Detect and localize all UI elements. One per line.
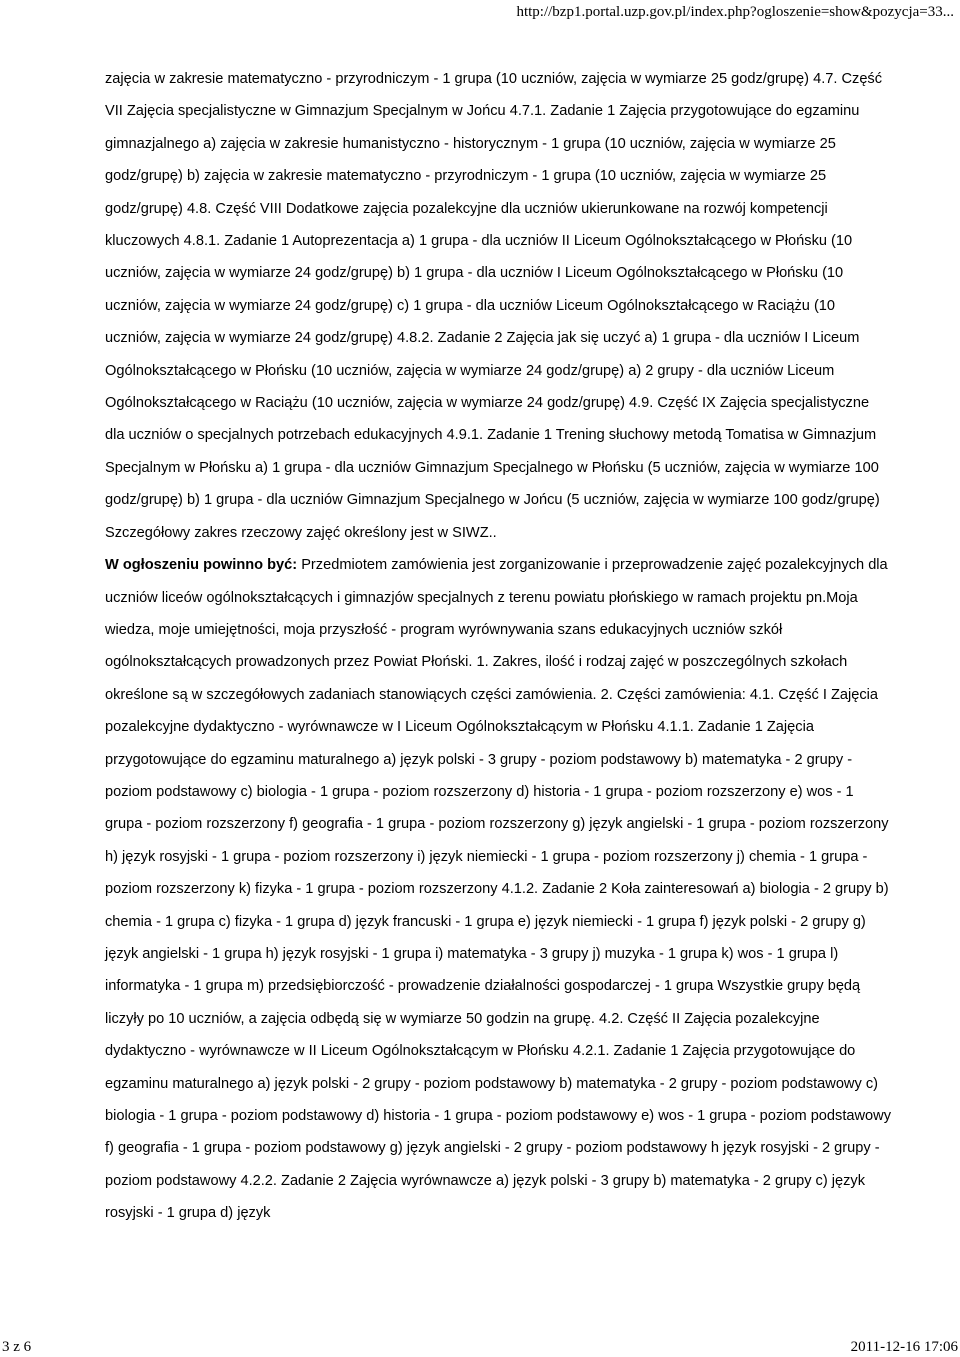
announcement-text: Przedmiotem zamówienia jest zorganizowanie i przeprowadzenie zajęć pozalekcyjnych dla uczniów liceów ogólnokształcących i gimnazjów specjalnych z terenu powiatu płońskiego w ramach projektu pn.Moja wiedza, moje umiejętności, moja przyszłość - program wyrównywania szans edukacyjnych uczniów szkół ogólnokształcących prowadzonych przez Powiat Płoński. 1. Zakres, ilość i rodzaj zajęć w poszczególnych szkołach określone są w szczegółowych zadaniach stanowiących części zamówienia. 2. Części zamówienia: 4.1. Część I Zajęcia pozalekcyjne dydaktyczno - wyrównawcze w I Liceum Ogólnokształcącym w Płońsku 4.1.1. Zadanie 1 Zajęcia przygotowujące do egzaminu maturalnego a) język polski - 3 grupy - poziom podstawowy b) matematyka - 2 grupy - poziom podstawowy c) biologia - 1 grupa - poziom rozszerzony d) historia - 1 grupa - poziom rozszerzony e) wos - 1 grupa - poziom rozszerzony f) geografia - 1 grupa - poziom rozszerzony g) język angielski - 1 grupa - poziom rozszerzony h) język rosyjski - 1 grupa - poziom rozszerzony i) język niemiecki - 1 grupa - poziom rozszerzony j) chemia - 1 grupa - poziom rozszerzony k) fizyka - 1 grupa - poziom rozszerzony 4.1.2. Zadanie 2 Koła zainteresowań a) biologia - 2 grupy b) chemia - 1 grupa c) fizyka - 1 grupa d) język francuski - 1 grupa e) język niemiecki - 1 grupa f) język polski - 2 grupy g) język angielski - 1 grupa h) język rosyjski - 1 grupa i) matematyka - 3 grupy j) muzyka - 1 grupa k) wos - 1 grupa l) informatyka - 1 grupa m) przedsiębiorczość - prowadzenie działalności gospodarczej - 1 grupa Wszystkie grupy będą liczyły po 10 uczniów, a zajęcia odbędą się w wymiarze 50 godzin na grupę. 4.2. Część II Zajęcia pozalekcyjne dydaktyczno - wyrównawcze w II Liceum Ogólnokształcącym w Płońsku 4.2.1. Zadanie 1 Zajęcia przygotowujące do egzaminu maturalnego a) język polski - 2 grupy - poziom podstawowy b) matematyka - 2 grupy - poziom podstawowy c) biologia - 1 grupa - poziom podstawowy d) historia - 1 grupa - poziom podstawowy e) wos - 1 grupa - poziom podstawowy f) geografia - 1 grupa - poziom podstawowy g) język angielski - 2 grupy - poziom podstawowy h język rosyjski - 2 grupy - poziom podstawowy 4.2.2. Zadanie 2 Zajęcia wyrównawcze a) język polski - 3 grupy b) matematyka - 2 grupy c) język rosyjski - 1 grupa d) język [105, 557, 892, 1222]
paragraph-scope-parts: zajęcia w zakresie matematyczno - przyrodniczym - 1 grupa (10 uczniów, zajęcia w wymiarze 25 godz/grupę) 4.7. Część VII Zajęcia specjalistyczne w Gimnazjum Specjalnym w Jońcu 4.7.1. Zadanie 1 Zajęcia przygotowujące do egzaminu gimnazjalnego a) zajęcia w zakresie humanistyczno - historycznym - 1 grupa (10 uczniów, zajęcia w wymiarze 25 godz/grupę) b) zajęcia w zakresie matematyczno - przyrodniczym - 1 grupa (10 uczniów, zajęcia w wymiarze 25 godz/grupę) 4.8. Część VIII Dodatkowe zajęcia pozalekcyjne dla uczniów ukierunkowane na rozwój kompetencji kluczowych 4.8.1. Zadanie 1 Autoprezentacja a) 1 grupa - dla uczniów II Liceum Ogólnokształcącego w Płońsku (10 uczniów, zajęcia w wymiarze 24 godz/grupę) b) 1 grupa - dla uczniów I Liceum Ogólnokształcącego w Płońsku (10 uczniów, zajęcia w wymiarze 24 godz/grupę) c) 1 grupa - dla uczniów Liceum Ogólnokształcącego w Raciążu (10 uczniów, zajęcia w wymiarze 24 godz/grupę) 4.8.2. Zadanie 2 Zajęcia jak się uczyć a) 1 grupa - dla uczniów I Liceum Ogólnokształcącego w Płońsku (10 uczniów, zajęcia w wymiarze 24 godz/grupę) a) 2 grupy - dla uczniów Liceum Ogólnokształcącego w Raciążu (10 uczniów, zajęcia w wymiarze 24 godz/grupę) 4.9. Część IX Zajęcia specjalistyczne dla uczniów o specjalnych potrzebach edukacyjnych 4.9.1. Zadanie 1 Trening słuchowy metodą Tomatisa w Gimnazjum Specjalnym w Płońsku a) 1 grupa - dla uczniów Gimnazjum Specjalnego w Płońsku (5 uczniów, zajęcia w wymiarze 100 godz/grupę) b) 1 grupa - dla uczniów Gimnazjum Specjalnego w Jońcu (5 uczniów, zajęcia w wymiarze 100 godz/grupę) Szczegółowy zakres rzeczowy zajęć określony jest w SIWZ.. [105, 71, 883, 541]
paragraph-announcement-content [105, 549, 892, 1230]
announcement-label: W ogłoszeniu powinno być: [105, 557, 298, 574]
print-header-url: http://bzp1.portal.uzp.gov.pl/index.php?ogloszenie=show&pozycja=33... [516, 4, 954, 20]
page-indicator: 3 z 6 [2, 1339, 32, 1355]
print-timestamp: 2011-12-16 17:06 [850, 1339, 958, 1355]
document-body [105, 63, 892, 1230]
